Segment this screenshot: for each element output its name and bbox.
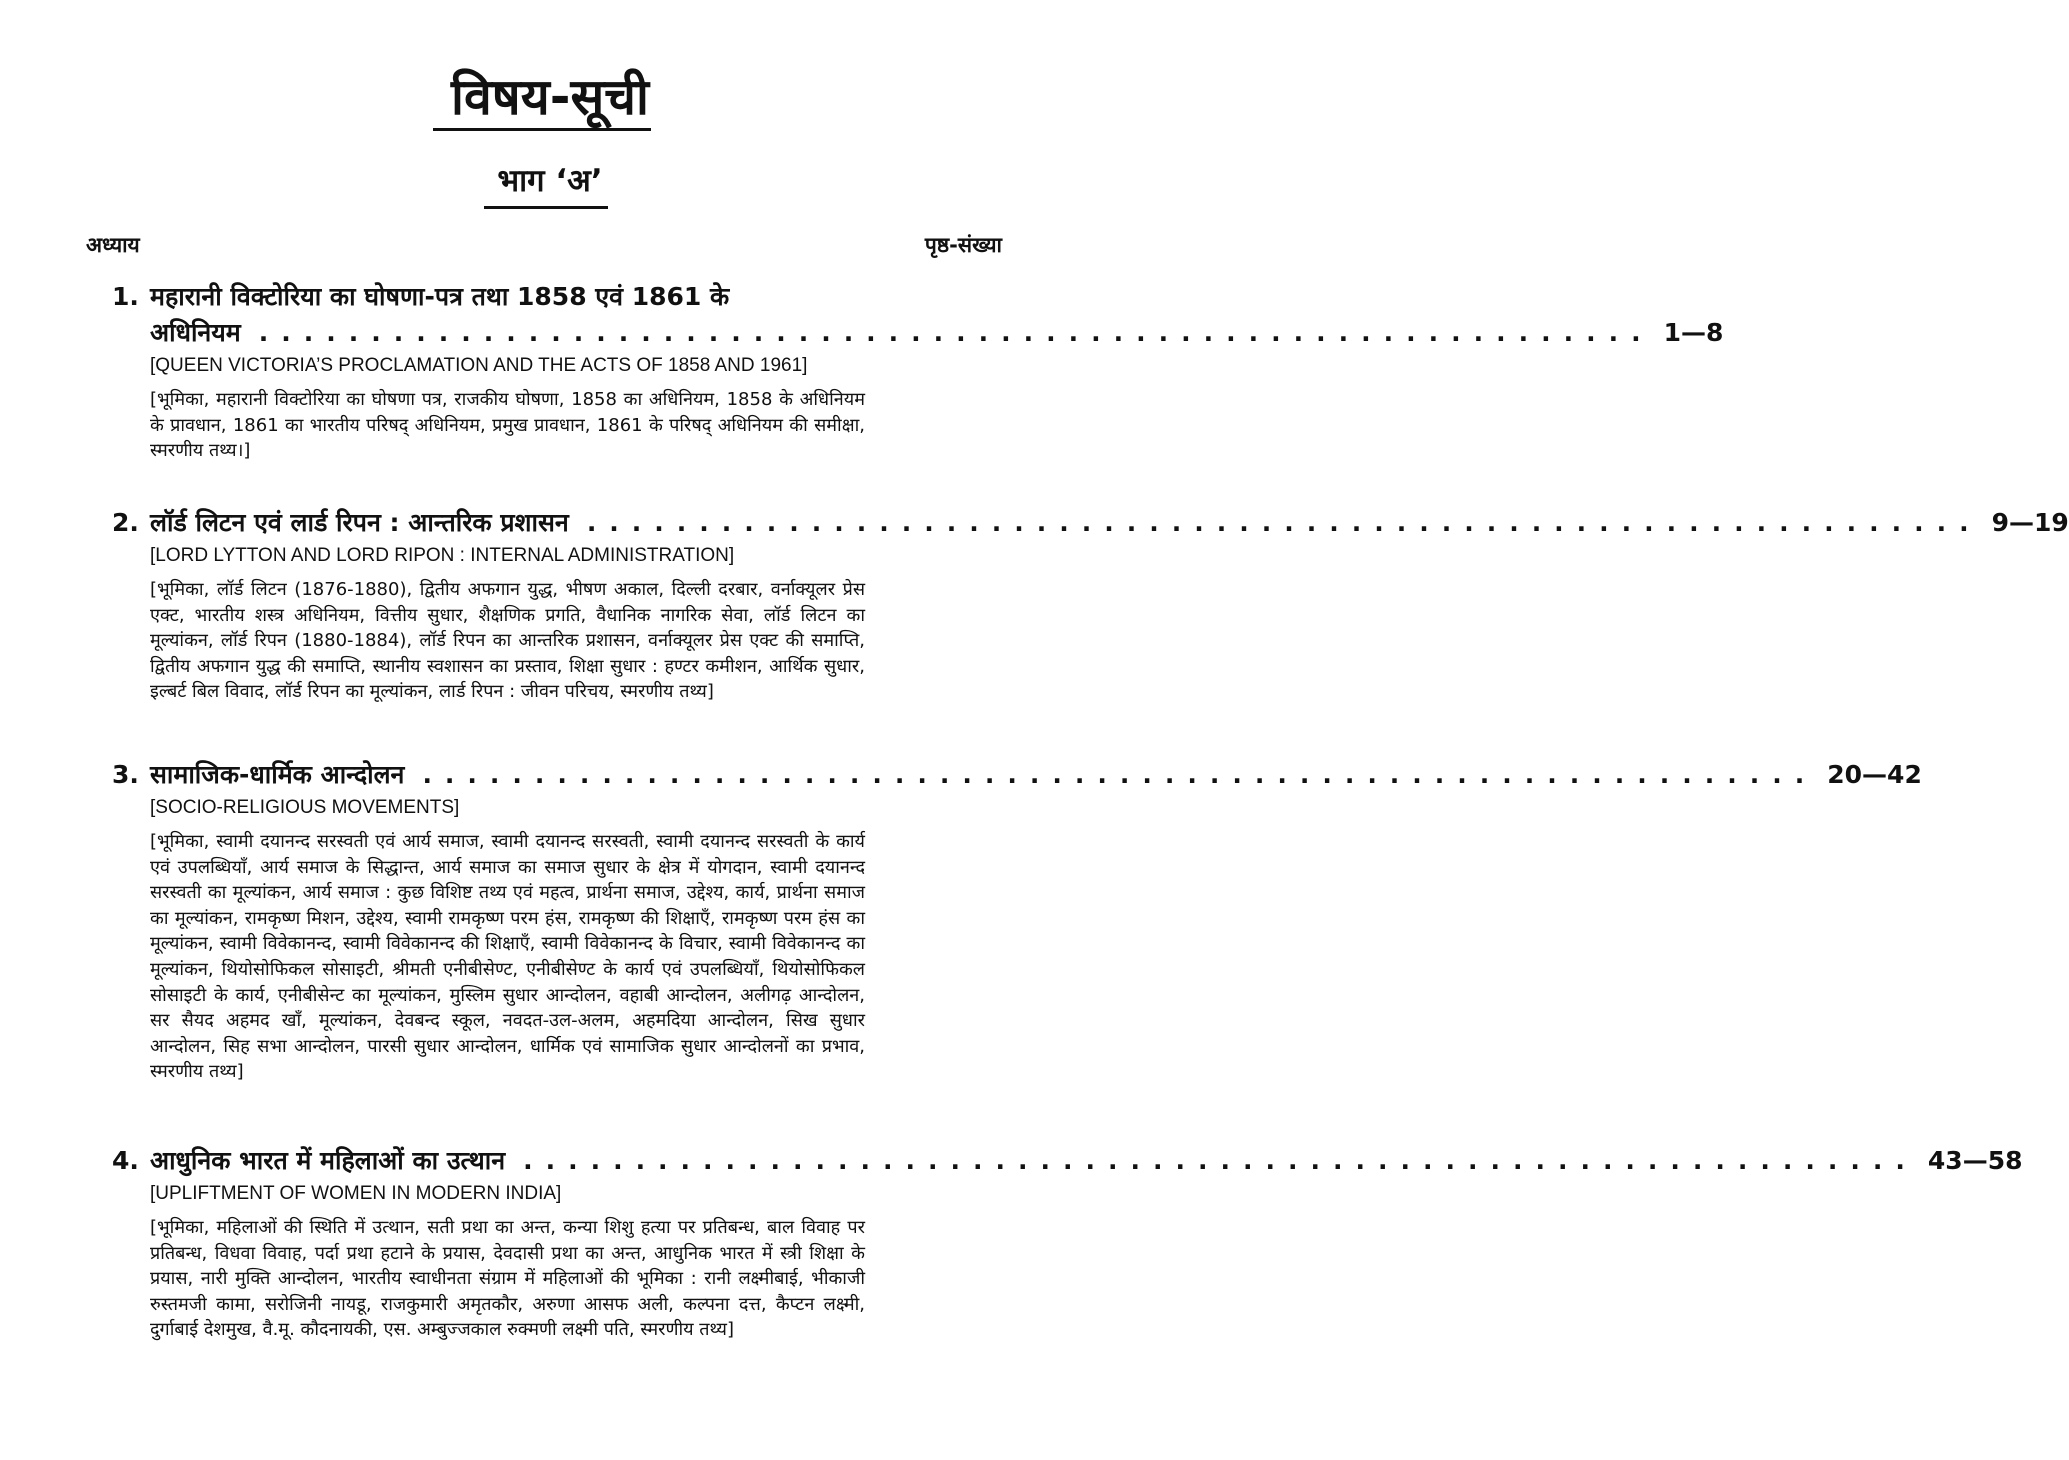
page-range: 1—8 <box>1663 318 1724 347</box>
chapter-topics: [भूमिका, लॉर्ड लिटन (1876-1880), द्वितीय अफगान युद्ध, भीषण अकाल, दिल्ली दरबार, वर्नाक्यूलर प्रेस एक्ट, भारतीय शस्त्र अधिनियम, वित्तीय सुधार, शैक्षणिक प्रगति, वैधानिक नागरिक सेवा, लॉर्ड लिटन का मूल्यांकन, लॉर्ड रिपन (1880-1884), लॉर्ड रिपन का आन्तरिक प्रशासन, वर्नाक्यूलर प्रेस एक्ट की समाप्ति, द्वितीय अफगान युद्ध की समाप्ति, स्थानीय स्वशासन का प्रस्ताव, शिक्षा सुधार : हण्टर कमीशन, आर्थिक सुधार, इल्बर्ट बिल विवाद, लॉर्ड रिपन का मूल्यांकन, लार्ड रिपन : जीवन परिचय, स्मरणीय तथ्य] <box>150 579 865 703</box>
dot-leader: .............................................................. <box>422 760 1818 789</box>
dot-leader: .............................................................. <box>523 1146 1918 1175</box>
chapter-heading <box>112 1143 2023 1179</box>
chapter-number: 2. <box>112 508 139 537</box>
chapter-number: 4. <box>112 1146 139 1175</box>
chapter-topics: [भूमिका, महारानी विक्टोरिया का घोषणा पत्र, राजकीय घोषणा, 1858 का अधिनियम, 1858 के अधिनियम के प्रावधान, 1861 का भारतीय परिषद् अधिनियम, प्रमुख प्रावधान, 1861 के परिषद् अधिनियम की समीक्षा, स्मरणीय तथ्य।] <box>150 389 865 462</box>
chapter-topics: [भूमिका, महिलाओं की स्थिति में उत्थान, सती प्रथा का अन्त, कन्या शिशु हत्या पर प्रतिबन्ध, बाल विवाह पर प्रतिबन्ध, विधवा विवाह, पर्दा प्रथा हटाने के प्रयास, देवदासी प्रथा का अन्त, आधुनिक भारत में स्त्री शिक्षा के प्रयास, नारी मुक्ति आन्दोलन, भारतीय स्वाधीनता संग्राम में महिलाओं की भूमिका : रानी लक्ष्मीबाई, भीकाजी रुस्तमजी कामा, सरोजिनी नायडू, राजकुमारी अमृतकौर, अरुणा आसफ अली, कल्पना दत्त, कैप्टन लक्ष्मी, दुर्गाबाई देशमुख, वै.मू. कौदनायकी, एस. अम्बुज्जकाल रुक्मणी लक्ष्मी पति, स्मरणीय तथ्य] <box>150 1217 865 1341</box>
toc-entry-1[interactable] <box>112 279 1724 464</box>
part-heading: भाग ‘अ’ <box>497 163 603 199</box>
toc-entry-2[interactable] <box>112 505 2069 705</box>
chapter-title-line: सामाजिक-धार्मिक आन्दोलन <box>150 760 405 789</box>
chapter-title-line: आधुनिक भारत में महिलाओं का उत्थान <box>150 1146 506 1175</box>
page-range: 43—58 <box>1927 1146 2023 1175</box>
chapter-heading <box>112 279 1724 351</box>
part-underline <box>484 206 608 209</box>
chapter-topics: [भूमिका, स्वामी दयानन्द सरस्वती एवं आर्य समाज, स्वामी दयानन्द सरस्वती, स्वामी दयानन्द सरस्वती के कार्य एवं उपलब्धियाँ, आर्य समाज के सिद्धान्त, आर्य समाज का समाज सुधार के क्षेत्र में योगदान, स्वामी दयानन्द सरस्वती का मूल्यांकन, आर्य समाज : कुछ विशिष्ट तथ्य एवं महत्व, प्रार्थना समाज, उद्देश्य, कार्य, प्रार्थना समाज का मूल्यांकन, रामकृष्ण मिशन, उद्देश्य, स्वामी रामकृष्ण परम हंस, रामकृष्ण की शिक्षाएँ, रामकृष्ण परम हंस का मूल्यांकन, स्वामी विवेकानन्द, स्वामी विवेकानन्द की शिक्षाएँ, स्वामी विवेकानन्द के विचार, स्वामी विवेकानन्द का मूल्यांकन, थियोसोफिकल सोसाइटी, श्रीमती एनीबीसेण्ट, एनीबीसेण्ट के कार्य एवं उपलब्धियाँ, थियोसोफिकल सोसाइटी के कार्य, एनीबीसेन्ट का मूल्यांकन, मुस्लिम सुधार आन्दोलन, वहाबी आन्दोलन, अलीगढ़ आन्दोलन, सर सैयद अहमद खाँ, मूल्यांकन, देवबन्द स्कूल, नवदत-उल-अलम, अहमदिया आन्दोलन, सिख सुधार आन्दोलन, सिह सभा आन्दोलन, पारसी सुधार आन्दोलन, धार्मिक एवं सामाजिक सुधार आन्दोलनों का प्रभाव, स्मरणीय तथ्य] <box>150 831 865 1083</box>
chapter-number: 1. <box>112 282 139 311</box>
chapter-english-title: [SOCIO-RELIGIOUS MOVEMENTS] <box>150 797 460 818</box>
dot-leader: .............................................................. <box>258 318 1654 347</box>
chapter-english-title: [LORD LYTTON AND LORD RIPON : INTERNAL ADMINISTRATION] <box>150 545 735 566</box>
chapter-english-title: [UPLIFTMENT OF WOMEN IN MODERN INDIA] <box>150 1183 562 1204</box>
chapter-column-header: अध्याय <box>86 233 140 257</box>
chapter-title-line: अधिनियम <box>150 318 241 347</box>
chapter-number: 3. <box>112 760 139 789</box>
title-underline <box>433 128 651 131</box>
page-range: 9—19 <box>1991 508 2069 537</box>
page-range: 20—42 <box>1827 760 1922 789</box>
chapter-heading <box>112 757 1922 793</box>
page-title: विषय-सूची <box>451 68 649 126</box>
dot-leader: .............................................................. <box>586 508 1982 537</box>
chapter-heading <box>112 505 2069 541</box>
chapter-english-title: [QUEEN VICTORIA’S PROCLAMATION AND THE ACTS OF 1858 AND 1961] <box>150 355 808 376</box>
chapter-title-line: महारानी विक्टोरिया का घोषणा-पत्र तथा 1858 एवं 1861 के <box>150 282 730 311</box>
toc-entry-4[interactable] <box>112 1143 2023 1343</box>
chapter-title-line: लॉर्ड लिटन एवं लार्ड रिपन : आन्तरिक प्रशासन <box>150 508 569 537</box>
page-number-column-header: पृष्ठ-संख्या <box>924 233 1002 257</box>
toc-entry-3[interactable] <box>112 757 1922 1085</box>
